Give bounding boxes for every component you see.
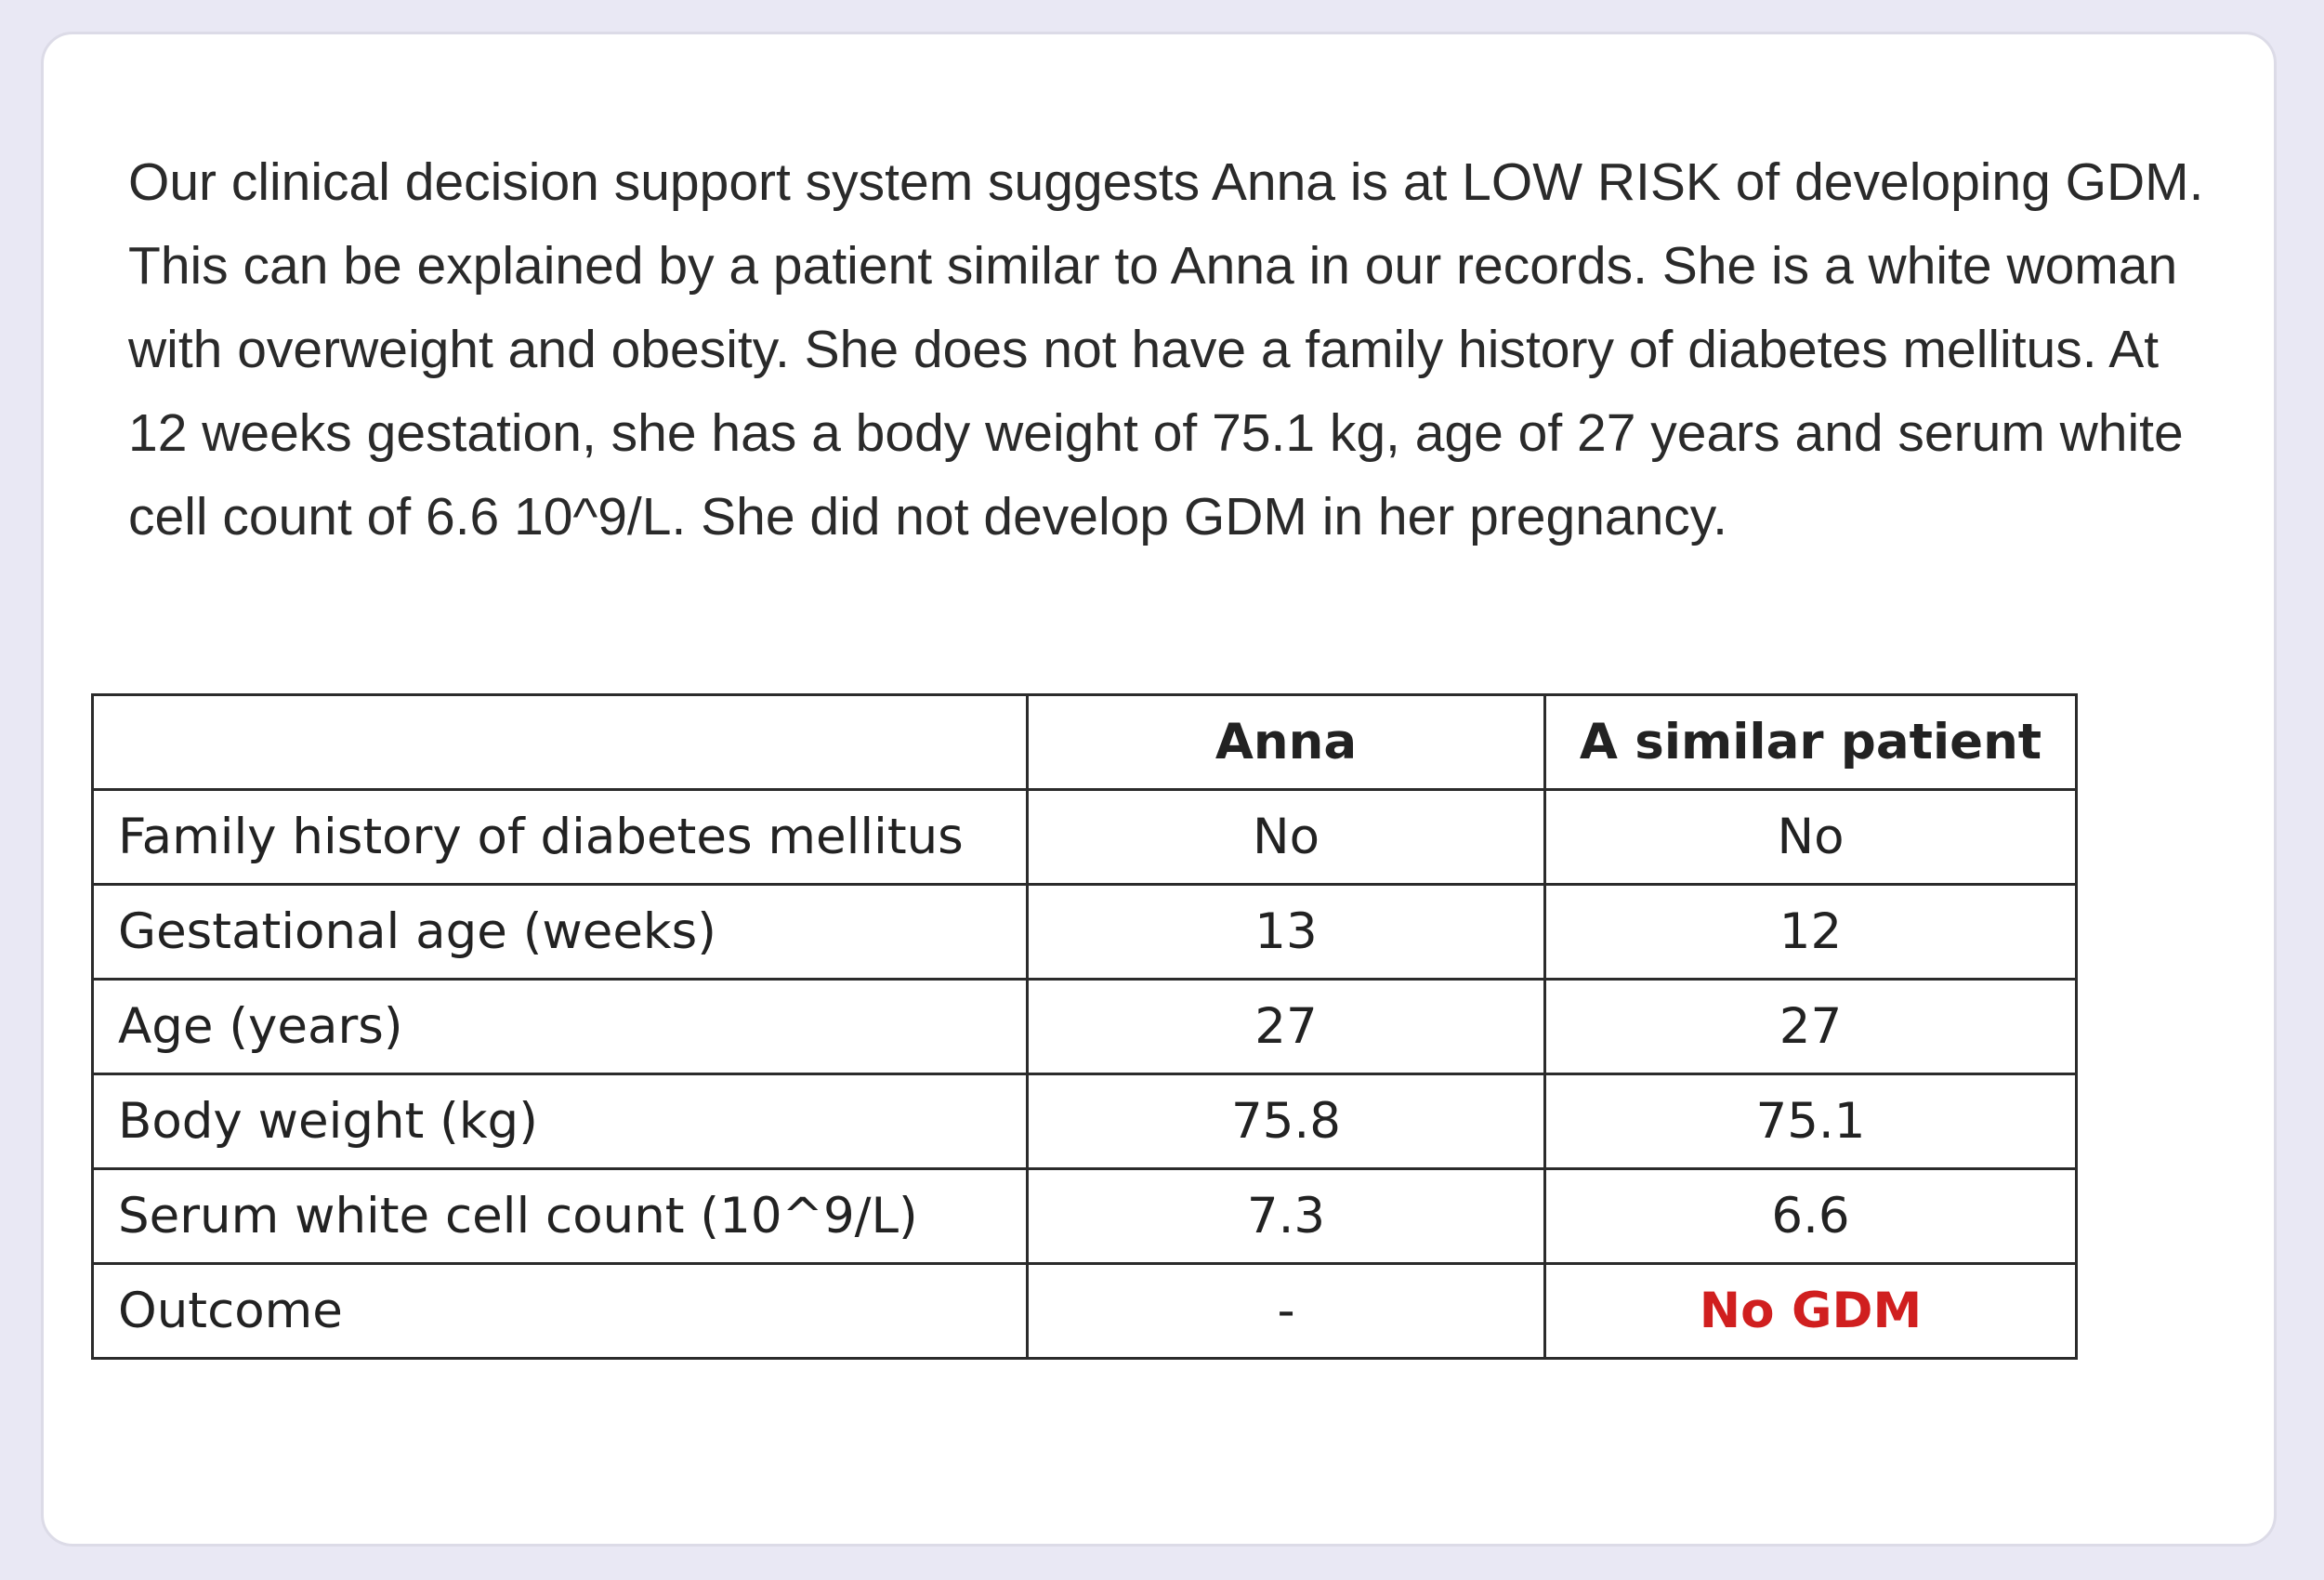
- table-row: [93, 790, 2077, 885]
- table-header-row: [93, 695, 2077, 790]
- similar-patient-value: 27: [1545, 980, 2077, 1074]
- row-label: Gestational age (weeks): [93, 885, 1028, 980]
- table-row: [93, 1074, 2077, 1169]
- anna-value: 13: [1028, 885, 1545, 980]
- anna-value: 75.8: [1028, 1074, 1545, 1169]
- explanation-text: Our clinical decision support system suggests Anna is at LOW RISK of developing GDM. This can be explained by a patient similar to Anna in our records. She is a white woman with overweight and obesity. She does not have a family history of diabetes mellitus. At 12 weeks gestation, she has a body weight of 75.1 kg, age of 27 years and serum white cell count of 6.6 10^9/L. She did not develop GDM in her pregnancy.: [128, 152, 2204, 546]
- similar-patient-value: 6.6: [1545, 1169, 2077, 1264]
- header-blank: [93, 695, 1028, 790]
- anna-value: 27: [1028, 980, 1545, 1074]
- outcome-badge: [1545, 1264, 2077, 1359]
- anna-value: -: [1028, 1264, 1545, 1359]
- row-label: Age (years): [93, 980, 1028, 1074]
- table-row: [93, 885, 2077, 980]
- table-row: [93, 1169, 2077, 1264]
- outcome-no-gdm: No GDM: [1699, 1283, 1923, 1339]
- anna-value: 7.3: [1028, 1169, 1545, 1264]
- row-label: Body weight (kg): [93, 1074, 1028, 1169]
- table-row: [93, 980, 2077, 1074]
- similar-patient-value: 75.1: [1545, 1074, 2077, 1169]
- table-row: [93, 1264, 2077, 1359]
- row-label: Serum white cell count (10^9/L): [93, 1169, 1028, 1264]
- header-anna: Anna: [1028, 695, 1545, 790]
- patient-comparison-table: [91, 693, 2078, 1360]
- row-label: Family history of diabetes mellitus: [93, 790, 1028, 885]
- anna-value: No: [1028, 790, 1545, 885]
- similar-patient-value: 12: [1545, 885, 2077, 980]
- similar-patient-value: No: [1545, 790, 2077, 885]
- header-similar-patient: A similar patient: [1545, 695, 2077, 790]
- row-label: Outcome: [93, 1264, 1028, 1359]
